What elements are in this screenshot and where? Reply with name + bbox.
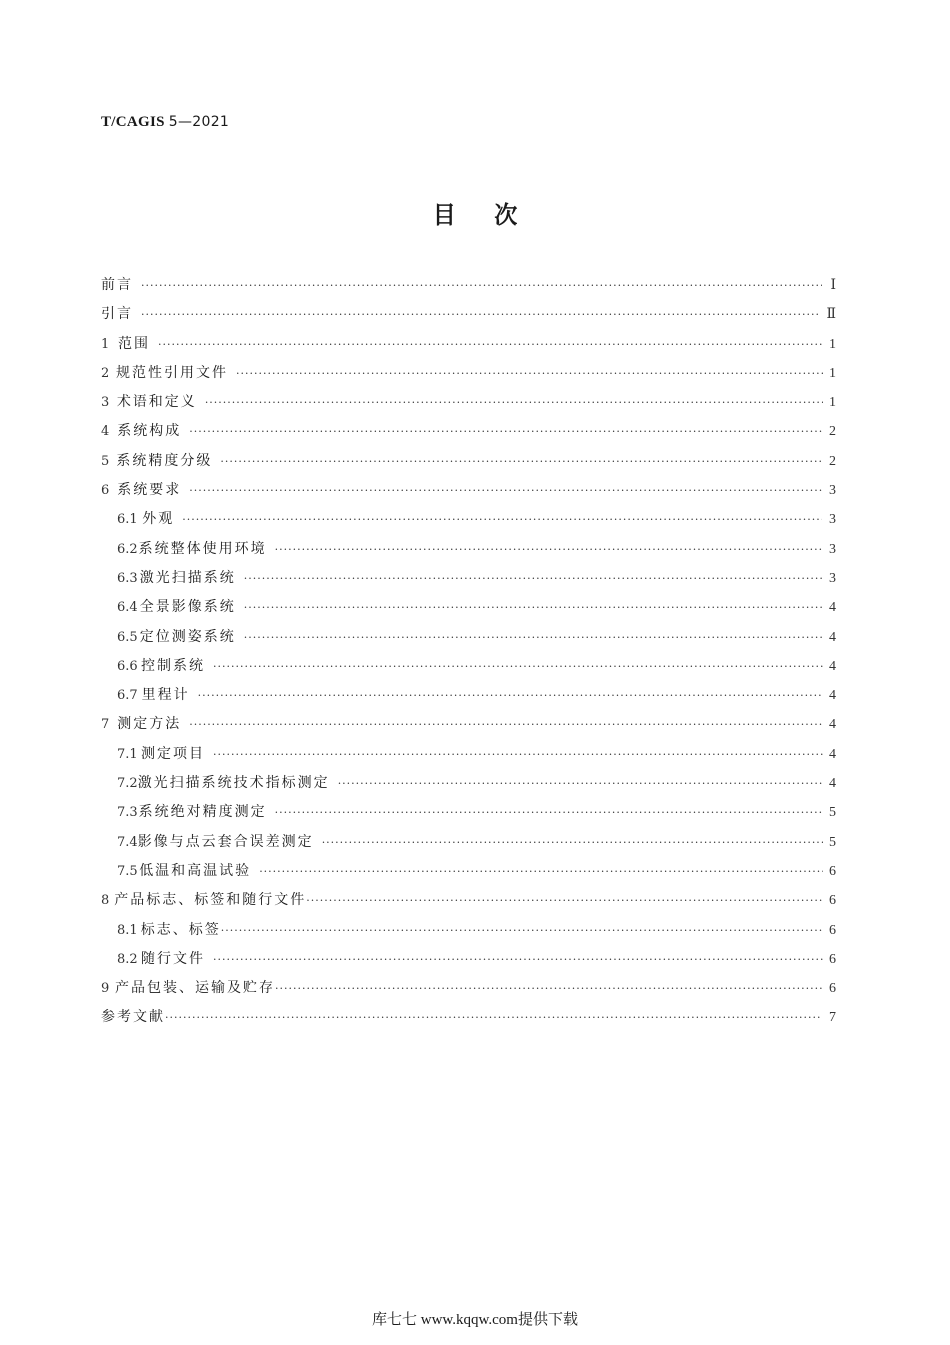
toc-entry-number: 6.6 — [117, 658, 138, 674]
toc-entry-label: 前言 — [101, 277, 133, 293]
toc-entry-page: 3 — [829, 570, 836, 586]
toc-entry-label: 影像与点云套合误差测定 — [137, 833, 314, 850]
toc-entry-page: 4 — [829, 600, 836, 616]
toc-entry-page: 6 — [829, 981, 836, 997]
toc-entry-page: 6 — [829, 863, 836, 879]
toc-entry-label: 激光扫描系统技术指标测定 — [137, 775, 330, 792]
standard-number: 5—2021 — [168, 114, 230, 130]
toc-dot-leader — [275, 535, 823, 564]
toc-entry[interactable] — [101, 300, 836, 329]
toc-dot-leader — [221, 916, 823, 945]
toc-dot-leader — [306, 886, 823, 915]
toc-entry[interactable] — [101, 623, 836, 652]
toc-entry-page: 1 — [829, 395, 836, 411]
toc-entry[interactable] — [101, 1003, 836, 1032]
toc-entry-label: 激光扫描系统 — [139, 569, 236, 586]
toc-entry[interactable] — [101, 710, 836, 739]
toc-entry[interactable] — [101, 828, 836, 857]
toc-entry-label: 测定方法 — [117, 716, 182, 733]
toc-entry-page: 6 — [829, 893, 836, 909]
toc-entry-page: 4 — [828, 688, 836, 704]
toc-dot-leader — [322, 828, 823, 857]
toc-dot-leader — [213, 652, 823, 681]
toc-entry-label: 测定项目 — [141, 745, 205, 762]
toc-entry[interactable] — [101, 974, 836, 1003]
toc-entry-page: 6 — [829, 951, 836, 967]
toc-entry-label: 系统绝对精度测定 — [138, 804, 267, 821]
toc-entry-number: 5 — [101, 453, 110, 469]
toc-entry-label: 参考文献 — [101, 1009, 165, 1026]
toc-entry-label: 外观 — [142, 511, 175, 528]
toc-entry-page: 1 — [829, 365, 836, 381]
toc-entry[interactable] — [101, 857, 836, 886]
toc-entry-number: 8.1 — [117, 922, 138, 938]
toc-entry-number: 6.5 — [117, 629, 138, 645]
toc-dot-leader — [165, 1003, 822, 1032]
toc-entry-number: 1 — [101, 336, 110, 352]
toc-entry-page: 3 — [829, 483, 836, 499]
toc-entry-label: 产品标志、标签和随行文件 — [114, 892, 307, 909]
toc-dot-leader — [182, 505, 822, 534]
toc-entry-page: 3 — [829, 541, 836, 557]
toc-entry-label: 控制系统 — [141, 657, 205, 674]
toc-dot-leader — [141, 300, 820, 329]
toc-entry[interactable] — [101, 476, 836, 505]
toc-entry-page: 4 — [829, 629, 836, 645]
toc-dot-leader — [205, 388, 823, 417]
toc-entry-number: 9 — [101, 981, 110, 997]
toc-entry-number: 7.4 — [117, 834, 138, 850]
toc-entry-page: 2 — [828, 453, 836, 469]
toc-entry-page: 4 — [829, 776, 836, 792]
toc-entry-number: 7.3 — [117, 805, 138, 821]
toc-entry[interactable] — [101, 388, 836, 417]
toc-dot-leader — [198, 681, 823, 710]
toc-entry-page: Ⅰ — [830, 278, 836, 293]
toc-entry-number: 3 — [101, 395, 110, 411]
toc-entry[interactable] — [101, 681, 836, 710]
toc-entry[interactable] — [101, 535, 836, 564]
toc-entry-label: 标志、标签 — [140, 921, 221, 938]
toc-entry-number: 7 — [101, 717, 110, 733]
toc-entry-page: 3 — [829, 512, 836, 528]
toc-entry-label: 低温和高温试验 — [139, 862, 252, 879]
standard-code — [101, 114, 229, 131]
toc-entry-label: 规范性引用文件 — [116, 364, 229, 381]
toc-entry[interactable] — [101, 447, 836, 476]
toc-entry-label: 系统整体使用环境 — [138, 540, 267, 557]
toc-entry[interactable] — [101, 593, 836, 622]
toc-dot-leader — [236, 359, 823, 388]
toc-entry-page: 5 — [829, 834, 836, 850]
toc-entry-label: 产品包装、运输及贮存 — [115, 980, 276, 997]
standard-prefix: T/CAGIS — [101, 114, 165, 130]
toc-entry[interactable] — [101, 652, 836, 681]
toc-entry-label: 系统精度分级 — [116, 452, 213, 469]
toc-dot-leader — [189, 710, 822, 739]
toc-entry-number: 6 — [101, 483, 110, 499]
toc-entry[interactable] — [101, 886, 836, 915]
toc-entry[interactable] — [101, 564, 836, 593]
toc-dot-leader — [244, 623, 823, 652]
toc-entry[interactable] — [101, 945, 836, 974]
toc-entry[interactable] — [101, 916, 836, 945]
toc-dot-leader — [213, 740, 823, 769]
toc-dot-leader — [220, 447, 822, 476]
toc-entry-page: 5 — [829, 805, 836, 821]
toc-dot-leader — [189, 417, 822, 446]
toc-entry-page: 7 — [829, 1010, 836, 1026]
toc-entry-number: 6.2 — [117, 541, 138, 557]
toc-entry-number: 6.7 — [117, 688, 138, 704]
toc-dot-leader — [259, 857, 823, 886]
toc-entry[interactable] — [101, 271, 836, 300]
toc-entry-number: 8 — [101, 893, 110, 909]
toc-entry-number: 2 — [101, 365, 110, 381]
toc-dot-leader — [213, 945, 823, 974]
toc-entry-label: 术语和定义 — [116, 394, 197, 411]
toc-entry[interactable] — [101, 740, 836, 769]
toc-dot-leader — [189, 476, 822, 505]
toc-entry-page: 6 — [829, 922, 836, 938]
toc-entry-label: 随行文件 — [141, 950, 205, 967]
toc-dot-leader — [275, 798, 823, 827]
toc-dot-leader — [275, 974, 823, 1003]
toc-entry-number: 7.5 — [117, 863, 138, 879]
toc-entry-label: 定位测姿系统 — [139, 628, 236, 645]
toc-entry-page: Ⅱ — [826, 307, 836, 323]
toc-dot-leader — [158, 330, 822, 359]
toc-dot-leader — [141, 271, 822, 300]
toc-entry[interactable] — [101, 417, 836, 446]
toc-entry-number: 8.2 — [117, 951, 138, 967]
footer-download-note: 库七七 www.kqqw.com提供下载 — [372, 1312, 578, 1328]
toc-entry-page: 4 — [829, 717, 836, 733]
toc-entry[interactable] — [101, 330, 836, 359]
toc-entry-number: 6.1 — [117, 512, 138, 528]
toc-entry-page: 4 — [829, 658, 836, 674]
toc-dot-leader — [244, 593, 823, 622]
toc-entry[interactable] — [101, 505, 836, 534]
toc-entry-number: 6.4 — [117, 600, 138, 616]
toc-entry-number: 6.3 — [117, 570, 138, 586]
table-of-contents — [101, 271, 836, 1033]
toc-entry-number: 7.2 — [117, 776, 138, 792]
toc-entry-label: 系统要求 — [117, 482, 182, 499]
toc-entry[interactable] — [101, 798, 836, 827]
toc-entry-label: 全景影像系统 — [139, 599, 236, 616]
toc-entry-label: 范围 — [118, 335, 150, 352]
toc-entry-number: 7.1 — [117, 746, 138, 762]
toc-entry-page: 1 — [829, 336, 837, 352]
toc-entry-page: 4 — [829, 746, 836, 762]
toc-entry[interactable] — [101, 769, 836, 798]
page-title: 目次 — [432, 201, 556, 229]
toc-entry-label: 里程计 — [141, 687, 190, 704]
toc-entry[interactable] — [101, 359, 836, 388]
toc-entry-label: 引言 — [101, 306, 133, 323]
toc-dot-leader — [244, 564, 823, 593]
toc-entry-page: 2 — [829, 424, 836, 440]
toc-entry-label: 系统构成 — [117, 423, 182, 440]
toc-entry-number: 4 — [101, 424, 110, 440]
toc-dot-leader — [338, 769, 823, 798]
